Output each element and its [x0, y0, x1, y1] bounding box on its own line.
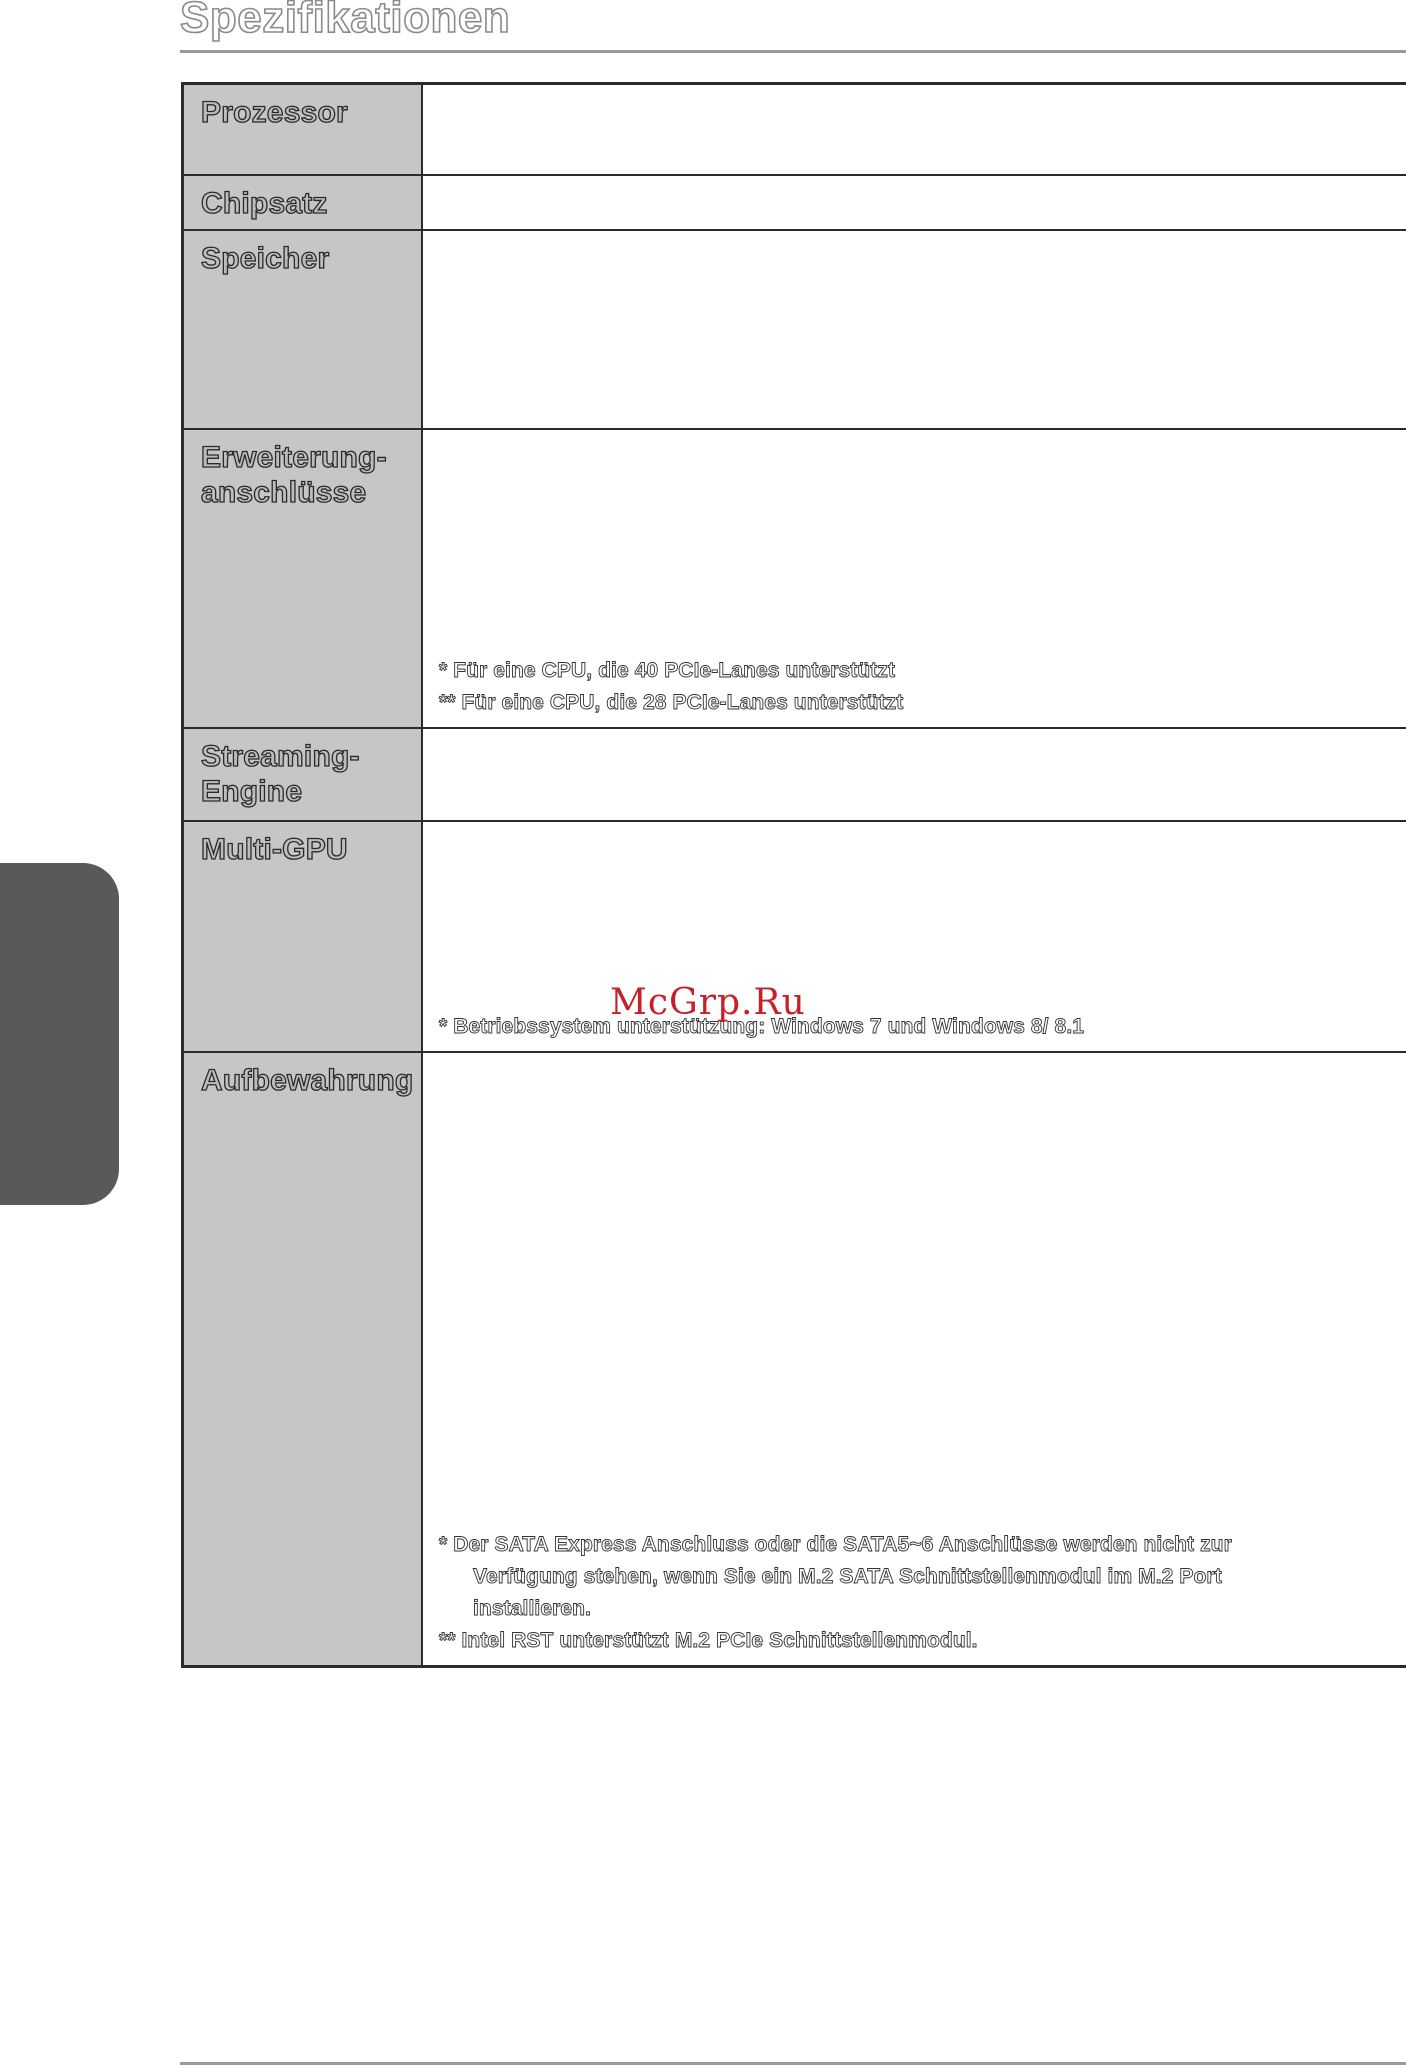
footer-divider	[180, 2062, 1406, 2065]
spec-value	[423, 176, 1406, 229]
spec-label-line: Engine	[201, 775, 303, 808]
spec-value	[423, 729, 1406, 820]
spec-row-chipsatz	[184, 174, 1406, 229]
spec-label	[184, 729, 423, 820]
spec-label	[184, 430, 423, 727]
spec-value	[423, 822, 1406, 1051]
footnote: ** Für eine CPU, die 28 PCIe-Lanes unterstützt	[439, 691, 904, 714]
footnote: * Betriebssystem unterstützung: Windows 7 und Windows 8/ 8.1	[439, 1015, 1085, 1038]
spec-row-prozessor	[184, 85, 1406, 174]
spec-label: Prozessor	[184, 85, 423, 174]
page-title: Spezifikationen	[180, 0, 511, 42]
spec-value	[423, 1053, 1406, 1665]
spec-table	[181, 82, 1406, 1668]
spec-row-erweiterung	[184, 428, 1406, 727]
footnote: ** Intel RST unterstützt M.2 PCIe Schnittstellenmodul.	[439, 1629, 978, 1652]
footnotes	[439, 655, 1386, 719]
spec-row-aufbewahrung	[184, 1051, 1406, 1665]
footnotes	[439, 1529, 1386, 1657]
footnotes	[439, 1011, 1386, 1043]
footnote: * Der SATA Express Anschluss oder die SATA5~6 Anschlüsse werden nicht zur	[439, 1533, 1232, 1556]
spec-row-speicher	[184, 229, 1406, 428]
footnote: * Für eine CPU, die 40 PCIe-Lanes unterstützt	[439, 659, 896, 682]
title-divider	[180, 50, 1406, 53]
footnote: Verfügung stehen, wenn Sie ein M.2 SATA Schnittstellenmodul im M.2 Port	[473, 1565, 1222, 1588]
spec-value	[423, 231, 1406, 428]
spec-value	[423, 430, 1406, 727]
spec-value	[423, 85, 1406, 174]
spec-label: Chipsatz	[184, 176, 423, 229]
spec-row-streaming	[184, 727, 1406, 820]
spec-label-line: Streaming-	[201, 740, 360, 773]
spec-label-line: anschlüsse	[201, 476, 367, 509]
footnote: installieren.	[473, 1597, 592, 1620]
spec-label-line: Erweiterung-	[201, 441, 387, 474]
spec-label: Aufbewahrung	[184, 1053, 423, 1665]
chapter-side-tab	[0, 863, 119, 1205]
spec-label: Speicher	[184, 231, 423, 428]
spec-label: Multi-GPU	[184, 822, 423, 1051]
watermark: McGrp.Ru	[610, 982, 806, 1023]
